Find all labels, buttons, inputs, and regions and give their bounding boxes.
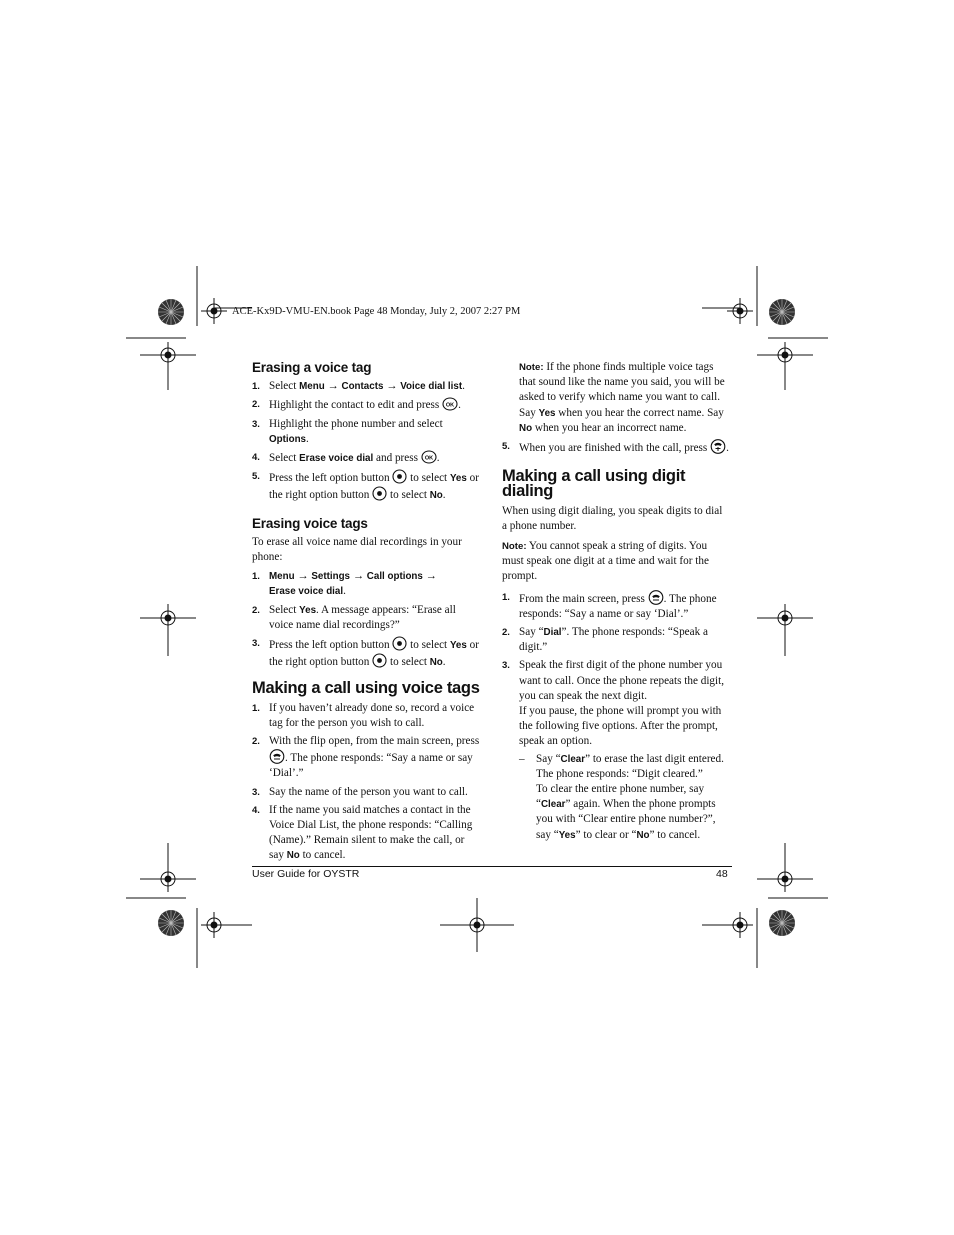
- menu-label: Clear: [560, 753, 586, 765]
- step-3: [502, 658, 730, 842]
- step-2: [252, 397, 480, 413]
- step-number: 2.: [252, 736, 260, 748]
- note-verify-voice-tag: [502, 360, 730, 436]
- text: When you are finished with the call, press: [519, 442, 711, 455]
- menu-label: Voice dial list: [400, 381, 463, 393]
- text: and press: [373, 452, 421, 465]
- end-key-icon: [710, 439, 726, 454]
- text: If the phone finds multiple voice tags that sound like the name you said, you will be asked to verify which name you want to call. Say: [519, 361, 725, 419]
- menu-label: Dial: [543, 627, 562, 639]
- text: to cancel.: [299, 849, 346, 862]
- menu-label: Contacts: [341, 381, 384, 393]
- text: Highlight the phone number and select: [269, 417, 443, 430]
- step-1: [502, 590, 730, 622]
- step-3: [252, 417, 480, 447]
- arrow: →: [422, 570, 437, 583]
- text: If the name you said matches a contact in the Voice Dial List, the phone responds: “Calling (Name).” Remain silent to make the call, or say: [269, 803, 473, 862]
- text: To clear the entire phone number, say “: [536, 783, 705, 811]
- step-4: [252, 450, 480, 466]
- step-3: [252, 785, 480, 800]
- menu-label: No: [429, 490, 443, 502]
- step-2: [502, 625, 730, 655]
- menu-label: Options: [269, 433, 307, 445]
- step-number: 1.: [252, 702, 260, 714]
- section-title-erasing-a-voice-tag: Erasing a voice tag: [252, 360, 372, 375]
- right-option-button-icon: [372, 653, 387, 668]
- text: Highlight the contact to edit and press: [269, 399, 443, 412]
- talk-key-icon: [269, 749, 285, 764]
- text: . A message appears: “Erase all voice name dial recordings?”: [269, 603, 456, 631]
- text: .: [462, 380, 465, 393]
- text: . The phone responds: “Say a name or say ‘Dial’.”: [519, 592, 717, 620]
- menu-label: Erase voice dial: [269, 586, 344, 598]
- left-column: [252, 360, 480, 867]
- footer-rule: [252, 866, 732, 867]
- steps-erasing-voice-tags: [252, 569, 480, 670]
- menu-label: Call options: [366, 571, 423, 583]
- step-number: 4.: [252, 804, 260, 816]
- text: Speak the first digit of the phone number you want to call. Once the phone repeats the digit, you can speak the next digit.: [519, 659, 725, 702]
- step-1: [252, 701, 480, 731]
- text: Press the left option button: [269, 472, 393, 485]
- text: to select: [407, 639, 450, 652]
- step-5: [502, 439, 730, 456]
- step-5: [252, 469, 480, 503]
- menu-label: Settings: [311, 571, 351, 583]
- note-digit-dialing: [502, 539, 730, 585]
- text: ” to erase the last digit entered. The phone responds: “Digit cleared.”: [536, 752, 724, 780]
- text: Press the left option button: [269, 639, 393, 652]
- svg-text:OK: OK: [445, 402, 455, 409]
- menu-label: No: [286, 850, 300, 862]
- section-title-voice-tags-call: Making a call using voice tags: [252, 679, 480, 698]
- talk-key-icon: [648, 590, 664, 605]
- intro-text: When using digit dialing, you speak digits to dial a phone number.: [502, 504, 723, 532]
- menu-label: No: [636, 829, 650, 841]
- text: to select: [387, 489, 430, 502]
- menu-label: Menu: [269, 571, 295, 583]
- steps-voice-tags-call-continued: [502, 439, 730, 456]
- section-title-digit-dialing: Making a call using digit dialing: [502, 467, 686, 501]
- step-number: 3.: [252, 786, 260, 798]
- steps-erasing-a-voice-tag: [252, 379, 480, 503]
- right-option-button-icon: [372, 486, 387, 501]
- arrow: →: [324, 380, 342, 393]
- menu-label: Yes: [299, 604, 317, 616]
- text: .: [442, 656, 446, 669]
- footer-guide-title: User Guide for OYSTR: [252, 868, 360, 880]
- sub-option-clear: [519, 752, 730, 843]
- svg-text:OK: OK: [424, 455, 433, 462]
- step-number: 1.: [252, 381, 260, 393]
- step-number: 1.: [502, 591, 510, 603]
- dash: –: [519, 752, 525, 765]
- section-title-erasing-voice-tags: Erasing voice tags: [252, 515, 368, 531]
- text: ” to cancel.: [649, 828, 701, 841]
- arrow: →: [294, 570, 312, 583]
- steps-voice-tags-call: [252, 701, 480, 864]
- menu-label: Erase voice dial: [299, 453, 374, 465]
- note-label: Note:: [519, 362, 544, 373]
- text: to select: [387, 656, 430, 669]
- text: when you hear an incorrect name.: [532, 421, 687, 434]
- step-number: 2.: [252, 604, 260, 616]
- note-label: Note:: [502, 541, 527, 553]
- text: ”. The phone responds: “Speak a digit.”: [519, 626, 708, 654]
- step-number: 1.: [252, 571, 260, 583]
- text: ” to clear or “: [575, 828, 637, 841]
- page-number: 48: [716, 868, 728, 880]
- left-option-button-icon: [392, 636, 407, 651]
- menu-label: Yes: [449, 640, 467, 652]
- text: With the flip open, from the main screen, press: [269, 735, 480, 748]
- menu-label: Yes: [558, 829, 576, 841]
- text: .: [442, 489, 446, 502]
- text: . The phone responds: “Say a name or say ‘Dial’.”: [269, 752, 473, 780]
- text: .: [726, 442, 729, 455]
- steps-digit-dialing: [502, 590, 730, 843]
- menu-label: Menu: [299, 381, 325, 393]
- step-2: [252, 734, 480, 782]
- text: to select: [407, 472, 450, 485]
- left-option-button-icon: [392, 469, 407, 484]
- text: .: [343, 585, 346, 598]
- text: Select: [269, 380, 300, 393]
- text: or the right option button: [269, 472, 479, 502]
- step-number: 3.: [252, 418, 260, 430]
- text: Select: [269, 603, 300, 616]
- right-column: [502, 360, 730, 846]
- book-header: ACE-Kx9D-VMU-EN.book Page 48 Monday, July 2, 2007 2:27 PM: [232, 306, 521, 317]
- step-number: 2.: [252, 399, 260, 411]
- intro-text: To erase all voice name dial recordings in your phone:: [252, 535, 462, 564]
- menu-label: Yes: [538, 407, 556, 419]
- text: Say the name of the person you want to call.: [269, 785, 468, 798]
- text: .: [458, 399, 461, 412]
- menu-label: No: [429, 657, 443, 669]
- menu-label: Clear: [540, 799, 566, 811]
- step-number: 3.: [502, 660, 510, 672]
- text: .: [436, 452, 440, 465]
- menu-label: Yes: [449, 473, 467, 485]
- text: when you hear the correct name. Say: [555, 406, 724, 419]
- ok-key-icon: [421, 450, 437, 464]
- text: ” again. When the phone prompts you with “Clear entire phone number?”, say “: [536, 798, 716, 841]
- text: From the main screen, press: [519, 592, 648, 605]
- step-2: [252, 603, 480, 633]
- text: Select: [269, 452, 300, 465]
- ok-key-icon: [442, 397, 458, 411]
- arrow: →: [350, 570, 367, 583]
- step-number: 5.: [502, 441, 510, 453]
- step-number: 2.: [502, 627, 510, 639]
- text: Say “: [519, 626, 544, 639]
- arrow: →: [383, 380, 401, 393]
- text: You cannot speak a string of digits. You must speak one digit at a time and wait for the prompt.: [502, 540, 709, 583]
- step-number: 5.: [252, 471, 260, 483]
- text: If you haven’t already done so, record a voice tag for the person you wish to call.: [269, 701, 475, 729]
- text: If you pause, the phone will prompt you with the following five options. After the prompt, speak an option.: [519, 705, 722, 748]
- text: or the right option button: [269, 639, 479, 669]
- text: .: [306, 432, 309, 445]
- menu-label: No: [519, 422, 533, 434]
- step-number: 3.: [252, 638, 260, 650]
- step-1: [252, 379, 480, 394]
- text: Say “: [536, 752, 561, 765]
- step-1: [252, 569, 480, 599]
- step-number: 4.: [252, 452, 260, 464]
- step-4: [252, 803, 480, 864]
- step-3: [252, 636, 480, 670]
